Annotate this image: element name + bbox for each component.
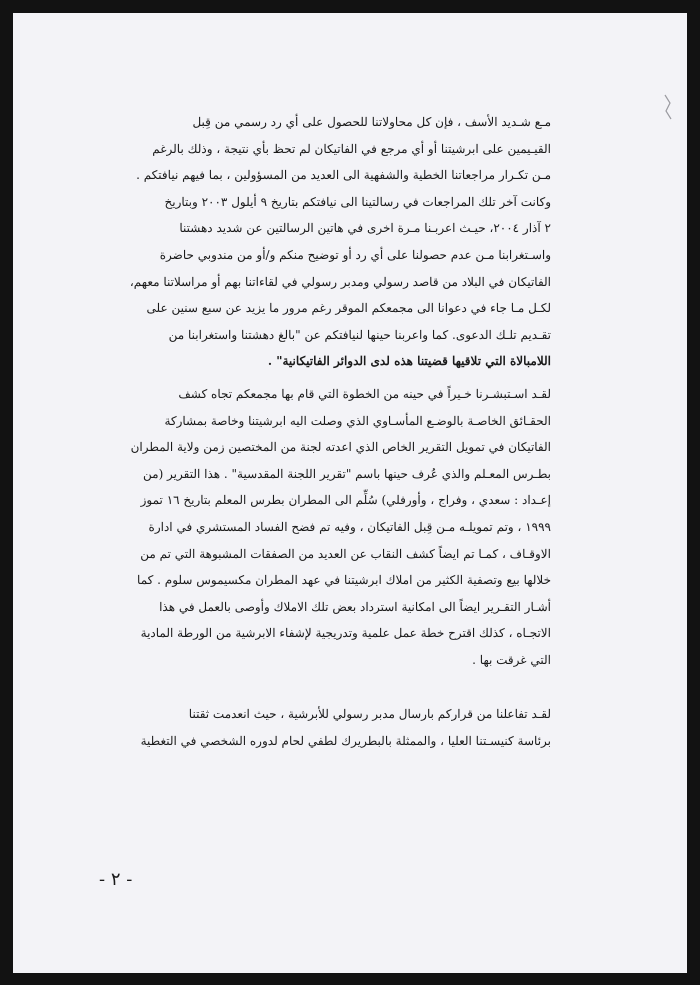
text-line: بطـرس المعـلم والذي عُرف حينها باسم "تقرير اللجنة المقدسية" . هذا التقرير (من — [143, 466, 551, 481]
text-line: لقـد تفاعلنا من قراركم بارسال مدبر رسولي للأبرشية ، حيث انعدمت ثقتنا — [188, 707, 551, 722]
letter-body — [113, 109, 551, 755]
document-page — [13, 13, 687, 973]
text-line: التي غرقت بها . — [472, 652, 551, 667]
text-line: الفاتيكان في البلاد من قاصد رسولي ومدبر رسولي في لقاءاتنا بهم أو مراسلاتنا معهم، — [129, 274, 551, 289]
text-line-bold: اللامبالاة التي تلاقيها قضيتنا هذه لدى الدوائر الفاتيكانية" . — [267, 354, 551, 369]
paragraph-3 — [113, 701, 551, 754]
text-line: لقـد اسـتبشـرنا خـيراً في حينه من الخطوة التي قام بها مجمعكم تجاه كشف — [178, 386, 551, 401]
paragraph-1 — [113, 109, 551, 375]
text-line: برئاسة كنيسـتنا العليا ، والممثلة بالبطريرك لطفي لحام لدوره الشخصي في التغطية — [140, 734, 551, 749]
text-line: خلالها بيع وتصفية الكثير من املاك ابرشيتنا في عهد المطران مكسيموس سلوم . كما — [137, 573, 551, 588]
text-line: إعـداد : سعدي ، وفراج ، وأورفلي) سُلِّم الى المطران بطرس المعلم بتاريخ ١٦ تموز — [140, 493, 551, 508]
text-line: لكـل مـا جاء في دعوانا الى مجمعكم الموقر رغم مرور ما يزيد عن سبع سنين على — [146, 301, 551, 316]
text-line: القيـيمين على ابرشيتنا أو أي مرجع في الفاتيكان لم تحظ بأي نتيجة ، وذلك بالرغم — [152, 141, 551, 156]
text-line: الحقـائق الخاصـة بالوضـع المأسـاوي الذي وصلت اليه ابرشيتنا وخاصة بمشاركة — [164, 413, 551, 428]
text-line: مـع شـديد الأسف ، فإن كل محاولاتنا للحصول على أي رد رسمي من قِبل — [192, 115, 551, 129]
text-line: الفاتيكان في تمويل التقرير الخاص الذي اعدته لجنة من المختصين زمن ولاية المطران — [130, 440, 551, 455]
corner-fold-icon — [663, 93, 673, 121]
text-line: مـن تكـرار مراجعاتنا الخطية والشفهية الى العديد من المسؤولين ، بما فيهم نيافتكم . — [136, 168, 551, 183]
text-line: تقـديم تلـك الدعوى. كما واعربنا حينها لنيافتكم عن "بالغ دهشتنا واستغرابنا من — [168, 327, 551, 342]
text-line: الاتجـاه ، كذلك اقترح خطة عمل علمية وتدريجية لإشفاء الابرشية من الورطة المادية — [140, 626, 551, 641]
page-number: - ٢ - — [99, 869, 133, 890]
text-line: ٢ آذار ٢٠٠٤، حيـث اعربـنا مـرة اخرى في هاتين الرسالتين عن شديد دهشتنا — [179, 221, 551, 236]
text-line: الاوقـاف ، كمـا تم ايضاً كشف النقاب عن العديد من الصفقات المشبوهة التي تم من — [140, 546, 551, 561]
text-line: وكانت آخر تلك المراجعات في رسالتينا الى نيافتكم بتاريخ ٩ أيلول ٢٠٠٣ وبتاريخ — [164, 194, 551, 209]
text-line: واسـتغرابنا مـن عدم حصولنا على أي رد أو توضيح منكم و/أو من مندوبي حاضرة — [159, 247, 551, 262]
paragraph-2 — [113, 381, 551, 674]
text-line: ١٩٩٩ ، وتم تمويلـه مـن قِبل الفاتيكان ، وفيه تم فضح الفساد المستشري في ادارة — [148, 519, 551, 534]
text-line: أشـار التقـرير ايضاً الى امكانية استرداد بعض تلك الاملاك وأوصى بالعمل في هذا — [159, 599, 551, 614]
